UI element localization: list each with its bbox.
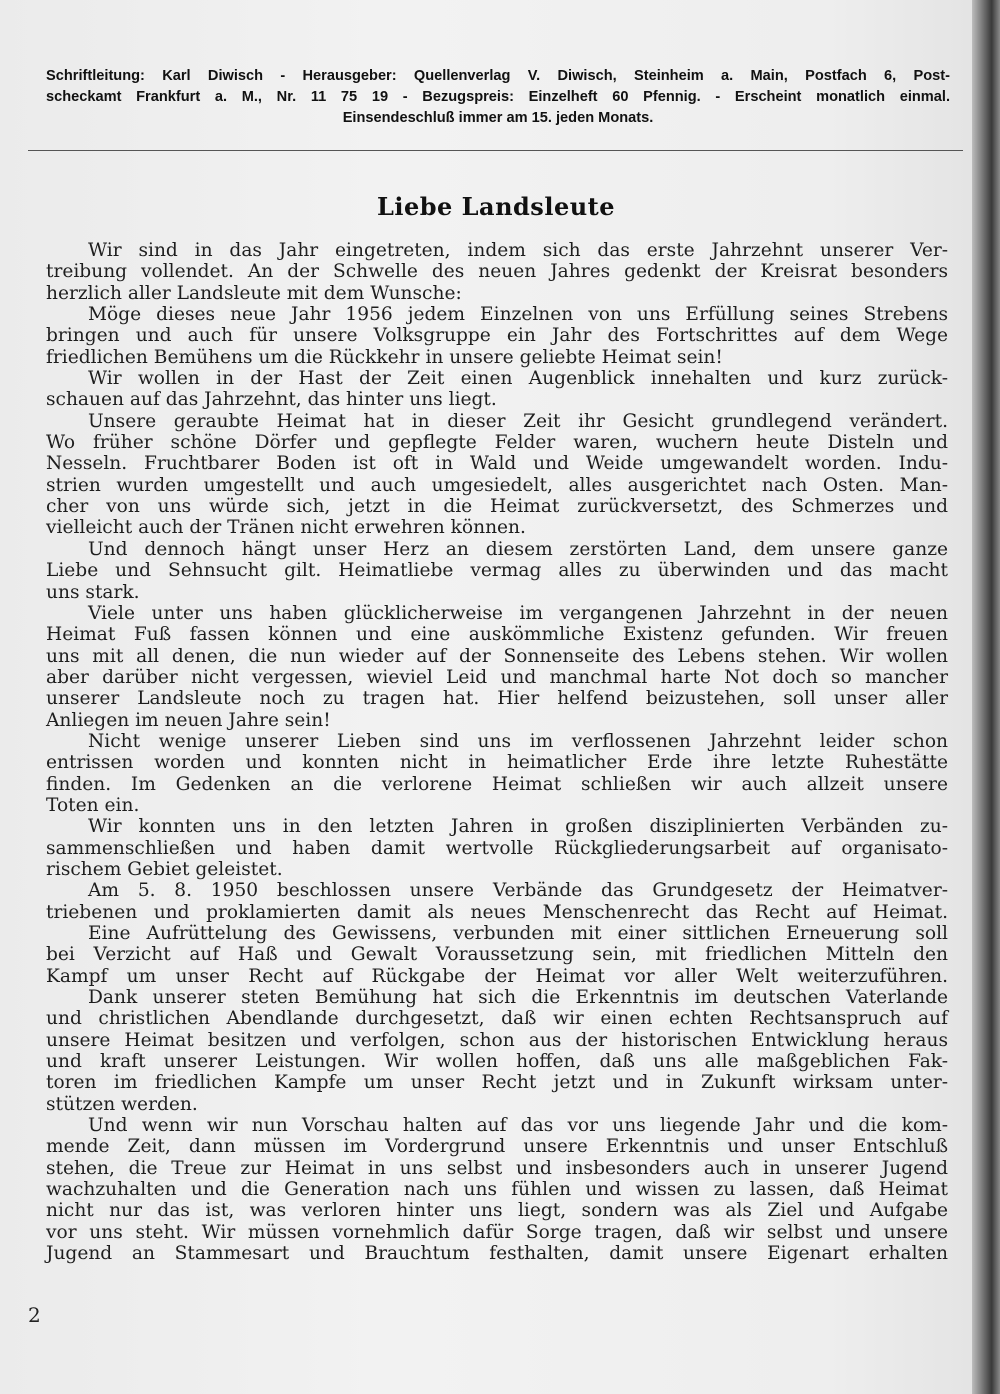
text-line: mende Zeit, dann müssen im Vordergrund unsere Erkenntnis und unser Entschluß	[46, 1136, 948, 1158]
text-line: vielleicht auch der Tränen nicht erwehren können.	[46, 517, 526, 539]
imprint-line: Schriftleitung: Karl Diwisch - Herausgeber: Quellenverlag V. Diwisch, Steinheim a. Main, Postfach 6, Post-	[46, 68, 950, 84]
text-line: herzlich aller Landsleute mit dem Wunsche:	[46, 282, 462, 304]
text-line: friedlichen Bemühens um die Rückkehr in unsere geliebte Heimat sein!	[46, 346, 723, 368]
text-line: Heimat Fuß fassen können und eine auskömmliche Existenz gefunden. Wir freuen	[46, 624, 948, 646]
text-line: Möge dieses neue Jahr 1956 jedem Einzelnen von uns Erfüllung seines Strebens	[88, 304, 948, 326]
text-line: Wir wollen in der Hast der Zeit einen Augenblick innehalten und kurz zurück-	[88, 368, 948, 390]
text-line: uns mit all denen, die nun wieder auf der Sonnenseite des Lebens stehen. Wir wollen	[46, 645, 948, 667]
text-line: Dank unserer steten Bemühung hat sich die Erkenntnis im deutschen Vaterlande	[88, 987, 948, 1009]
text-line: Anliegen im neuen Jahre sein!	[46, 709, 331, 731]
text-line: vor uns steht. Wir müssen vornehmlich dafür Sorge tragen, daß wir selbst und unsere	[46, 1221, 948, 1243]
binding-edge	[972, 0, 1000, 1394]
text-line: wachzuhalten und die Generation nach uns fühlen und wissen zu lassen, daß Heimat	[46, 1179, 948, 1201]
text-line: Wir sind in das Jahr eingetreten, indem sich das erste Jahrzehnt unserer Ver-	[88, 240, 948, 261]
masthead-imprint	[46, 66, 950, 129]
text-line: Viele unter uns haben glücklicherweise im vergangenen Jahrzehnt in der neuen	[88, 602, 948, 624]
text-line: und kraft unserer Leistungen. Wir wollen hoffen, daß uns alle maßgeblichen Fak-	[46, 1051, 948, 1073]
text-line: sammenschließen und haben damit wertvolle Rückgliederungsarbeit auf organisato-	[46, 837, 948, 859]
text-line: cher von uns würde sich, jetzt in die Heimat zurückversetzt, des Schmerzes und	[46, 496, 948, 518]
text-line: Toten ein.	[46, 794, 140, 816]
text-line: unserer Landsleute noch zu tragen hat. Hier helfend beizustehen, soll unser aller	[46, 688, 948, 710]
text-line: strien wurden umgestellt und auch umgesiedelt, alles ausgerichtet nach Osten. Man-	[46, 474, 948, 496]
article-title: Liebe Landsleute	[376, 192, 616, 221]
text-line: Liebe und Sehnsucht gilt. Heimatliebe vermag alles zu überwinden und das macht	[46, 560, 948, 582]
text-line: Nicht wenige unserer Lieben sind uns im verflossenen Jahrzehnt leider schon	[88, 730, 948, 752]
text-line: bringen und auch für unsere Volksgruppe ein Jahr des Fortschrittes auf dem Wege	[46, 325, 948, 347]
header-divider	[28, 150, 963, 151]
text-line: stehen, die Treue zur Heimat in uns selbst und insbesonders auch in unserer Jugend	[46, 1157, 948, 1179]
text-line: Und dennoch hängt unser Herz an diesem zerstörten Land, dem unsere ganze	[88, 538, 948, 560]
text-line: Kampf um unser Recht auf Rückgabe der Heimat vor aller Welt weiterzuführen.	[46, 965, 948, 987]
text-line: Wir konnten uns in den letzten Jahren in großen disziplinierten Verbänden zu-	[88, 816, 948, 838]
text-line: bei Verzicht auf Haß und Gewalt Voraussetzung sein, mit friedlichen Mitteln den	[46, 944, 948, 966]
text-line: Unsere geraubte Heimat hat in dieser Zeit ihr Gesicht grundlegend verändert.	[88, 410, 948, 432]
text-line: triebenen und proklamierten damit als neues Menschenrecht das Recht auf Heimat.	[46, 901, 948, 923]
text-line: Am 5. 8. 1950 beschlossen unsere Verbände das Grundgesetz der Heimatver-	[88, 880, 948, 902]
text-line: rischem Gebiet geleistet.	[46, 858, 283, 880]
imprint-line: Einsendeschluß immer am 15. jeden Monats.	[342, 110, 654, 126]
text-line: Wo früher schöne Dörfer und gepflegte Felder waren, wuchern heute Disteln und	[46, 432, 948, 454]
text-line: aber darüber nicht vergessen, wieviel Leid und manchmal harte Not doch so mancher	[46, 666, 948, 688]
text-line: Eine Aufrüttelung des Gewissens, verbunden mit einer sittlichen Erneuerung soll	[88, 923, 948, 944]
article-body	[46, 240, 948, 1265]
text-line: Jugend an Stammesart und Brauchtum festhalten, damit unsere Eigenart erhalten	[46, 1243, 948, 1265]
text-line: stützen werden.	[46, 1093, 198, 1115]
text-line: toren im friedlichen Kampfe um unser Recht jetzt und in Zukunft wirksam unter-	[46, 1072, 948, 1094]
text-line: uns stark.	[46, 581, 140, 603]
text-line: Nesseln. Fruchtbarer Boden ist oft in Wald und Weide umgewandelt worden. Indu-	[46, 453, 948, 475]
imprint-line: scheckamt Frankfurt a. M., Nr. 11 75 19 - Bezugspreis: Einzelheft 60 Pfennig. - Erscheint monatlich einmal.	[46, 89, 950, 105]
text-line: unsere Heimat besitzen und verfolgen, schon aus der historischen Entwicklung heraus	[46, 1029, 948, 1051]
text-line: Und wenn wir nun Vorschau halten auf das vor uns liegende Jahr und die kom-	[88, 1115, 948, 1137]
text-line: finden. Im Gedenken an die verlorene Heimat schließen wir auch allzeit unsere	[46, 773, 948, 795]
page-number: 2	[28, 1303, 41, 1327]
text-line: nicht nur das ist, was verloren hinter uns liegt, sondern was als Ziel und Aufgabe	[46, 1200, 948, 1222]
text-line: entrissen worden und konnten nicht in heimatlicher Erde ihre letzte Ruhestätte	[46, 752, 948, 774]
text-line: treibung vollendet. An der Schwelle des neuen Jahres gedenkt der Kreisrat besonders	[46, 261, 948, 283]
text-line: schauen auf das Jahrzehnt, das hinter uns liegt.	[46, 389, 497, 411]
text-line: und christlichen Abendlande durchgesetzt, daß wir einen echten Rechtsanspruch auf	[46, 1008, 948, 1030]
